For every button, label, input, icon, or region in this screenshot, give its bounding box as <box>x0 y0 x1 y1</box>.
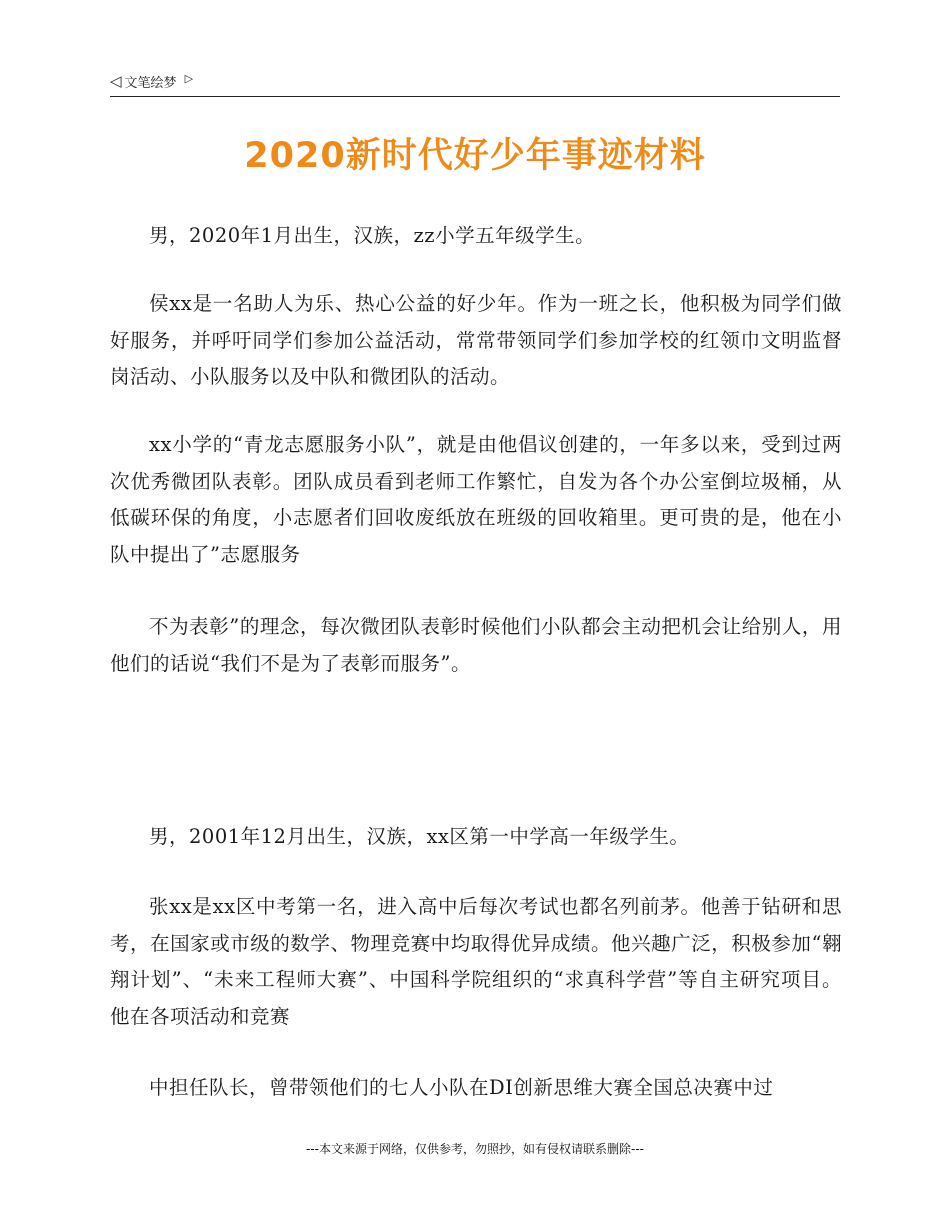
paragraph-4: 不为表彰”的理念，每次微团队表彰时候他们小队都会主动把机会让给别人，用他们的话说“我们不是为了表彰而服务”。 <box>110 615 842 675</box>
paragraph-2: 侯xx是一名助人为乐、热心公益的好少年。作为一班之长，他积极为同学们做好服务，并呼吁同学们参加公益活动，常常带领同学们参加学校的红领巾文明监督岗活动、小队服务以及中队和微团队的活动。 <box>110 292 842 388</box>
paragraph-3: xx小学的“青龙志愿服务小队”，就是由他倡议创建的，一年多以来，受到过两次优秀微团队表彰。团队成员看到老师工作繁忙，自发为各个办公室倒垃圾桶，从低碳环保的角度，小志愿者们回收废纸放在班级的回收箱里。更可贵的是，他在小队中提出了”志愿服务 <box>110 433 842 566</box>
brand-label: 文笔绘梦 <box>124 76 177 91</box>
footer-disclaimer: ---本文来源于网络，仅供参考，勿照抄，如有侵权请联系删除--- <box>306 1142 644 1156</box>
paragraph-5: 男，2001年12月出生，汉族，xx区第一中学高一年级学生。 <box>149 825 690 848</box>
page-header <box>110 70 840 97</box>
document-title: 2020新时代好少年事迹材料 <box>244 136 706 176</box>
brand <box>110 72 193 91</box>
paragraph-6: 张xx是xx区中考第一名，进入高中后每次考试也都名列前茅。他善于钻研和思考，在国家或市级的数学、物理竞赛中均取得优异成绩。他兴趣广泛，积极参加“翱翔计划”、“未来工程师大赛”、中国科学院组织的“求真科学营”等自主研究项目。他在各项活动和竞赛 <box>110 895 842 1028</box>
paragraph-1: 男，2020年1月出生，汉族，zz小学五年级学生。 <box>149 224 596 247</box>
paragraph-7: 中担任队长，曾带领他们的七人小队在DI创新思维大赛全国总决赛中过 <box>149 1076 774 1099</box>
triangle-right-icon: ▷ <box>184 72 194 85</box>
triangle-left-icon: ◁ <box>110 72 122 90</box>
